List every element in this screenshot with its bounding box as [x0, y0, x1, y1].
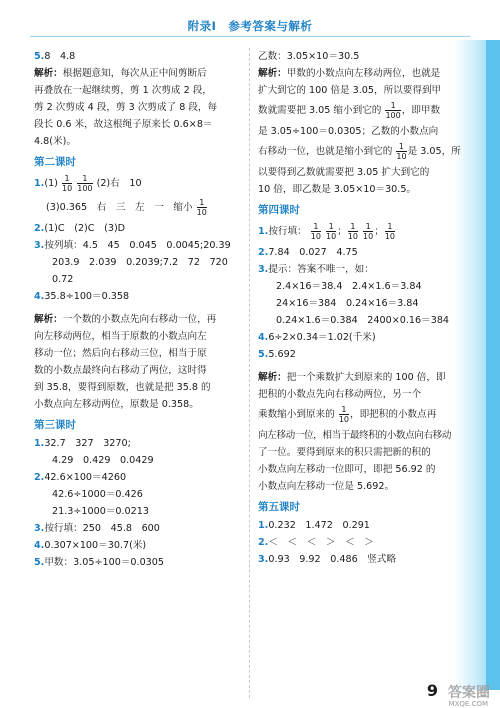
fraction: $\frac{1}{10}$: [338, 404, 349, 424]
analysis-line: 再叠放在一起继续剪，剪 1 次剪成 2 段，: [34, 85, 212, 96]
answer-3-line: 0.72: [52, 274, 74, 285]
analysis-line: 乘数缩小到原来的 $\frac{1}{10}$ ，即把积的小数点再: [258, 404, 437, 424]
analysis-line: 是 3.05÷100＝0.0305；乙数的小数点向: [258, 126, 439, 137]
answer-2: 2.(1)C (2)C (3)D: [34, 223, 126, 234]
answer-2: 2.42.6×100＝4260: [34, 472, 127, 483]
analysis-line: 解析：甲数的小数点向左移动两位，也就是: [258, 68, 441, 79]
analysis-line: 解析：一个数的小数点先向右移动一位，再: [34, 314, 217, 325]
right-column: [258, 48, 461, 568]
analysis-line: 向左移动一位，相当于最终积的小数点向右移动: [258, 430, 452, 441]
analysis-line: 移动一位；然后向右移动三位，相当于原: [34, 348, 207, 359]
answer-1-3: (3)0.365 右 三 左 一 缩小 $\frac{1}{10}$: [46, 197, 207, 217]
column-divider: [249, 48, 250, 698]
answer-3-line: 2.4×16＝38.4 2.4×1.6＝3.84: [276, 281, 422, 292]
fraction: $\frac{1}{10}$: [363, 221, 374, 241]
answer-5: 5.甲数：3.05÷100＝0.0305: [34, 557, 164, 568]
analysis-line: 解析：把一个乘数扩大到原来的 100 倍，即: [258, 372, 446, 383]
fraction: $\frac{1}{10}$: [396, 141, 407, 161]
analysis-line: 向左移动两位，相当于原数的小数点向左: [34, 331, 207, 342]
side-stripe: [486, 40, 500, 690]
analysis-line: 数的小数点最终向右移动了两位，这时得: [34, 365, 207, 376]
analysis-line: 右移动一位，也就是缩小到它的 $\frac{1}{10}$ 是 3.05，所: [258, 141, 461, 161]
analysis-line: 10 倍，即乙数是 3.05×10＝30.5。: [258, 184, 417, 195]
answer-3-line: 203.9 2.039 0.2039;7.2 72 720: [52, 257, 228, 268]
answer-2-line: 42.6÷1000＝0.426: [52, 489, 143, 500]
answer-4: 4.35.8÷100＝0.358: [34, 291, 130, 302]
watermark-url: MXQE.COM: [448, 700, 488, 708]
analysis-line: 扩大到它的 100 倍是 3.05，所以要得到甲: [258, 85, 442, 96]
page-number: 9: [426, 681, 438, 700]
fraction: $\frac{1}{10}$: [326, 221, 337, 241]
section-title-4: 第四课时: [258, 204, 300, 216]
fraction: $\frac{1}{100}$: [77, 173, 93, 193]
answer-4: 4.6÷2×0.34＝1.02(千米): [258, 332, 376, 343]
fraction: $\frac{1}{10}$: [61, 173, 73, 193]
answer-2: 2.＜ ＜ ＜ ＞ ＜ ＞: [258, 537, 374, 548]
answer-4: 4.0.307×100＝30.7(米): [34, 540, 147, 551]
answer-1: 1.按行填： $\frac{1}{10}$ $\frac{1}{10}$ ； $\frac{1}{10}$ $\frac{1}{10}$ ； $\frac{1}{10}$: [258, 221, 396, 241]
answer-1: 1.0.232 1.472 0.291: [258, 520, 370, 531]
answer-3-line: 24×16＝384 0.24×16＝3.84: [276, 298, 419, 309]
answer-2-line: 21.3÷1000＝0.0213: [52, 506, 149, 517]
section-title-2: 第二课时: [34, 156, 76, 168]
analysis-line: 解析：根据题意知，每次从正中间剪断后: [34, 68, 207, 79]
fraction: $\frac{1}{10}$: [384, 221, 396, 241]
fraction: $\frac{1}{10}$: [196, 197, 207, 217]
answer-3: 3.提示：答案不唯一，如：: [258, 264, 374, 275]
answer-2: 2.7.84 0.027 4.75: [258, 247, 358, 258]
answer-1: 1.32.7 327 3270;: [34, 438, 131, 449]
analysis-line: 了一位。要得到原来的积只需把新的积的: [258, 447, 431, 458]
analysis-line: 把积的小数点先向右移动两位，另一个: [258, 389, 422, 400]
analysis-line: 段长 0.6 米，故这根绳子原来长 0.6×8＝: [34, 119, 213, 130]
header-rule: [30, 36, 470, 37]
fraction: $\frac{1}{10}$: [310, 221, 321, 241]
analysis-line: 到 35.8，要得到原数，也就是把 35.8 的: [34, 382, 211, 393]
answer-line: 乙数：3.05×10＝30.5: [258, 51, 360, 62]
watermark-logo: 答案圈: [448, 685, 490, 701]
fraction: $\frac{1}{100}$: [385, 100, 401, 120]
analysis-line: 4.8(米)。: [34, 136, 76, 147]
analysis-line: 小数点向左移动一位是 5.692。: [258, 481, 395, 492]
analysis-line: 数就需要把 3.05 缩小到它的 $\frac{1}{100}$ ，即甲数: [258, 100, 441, 120]
answer-5: 5.5.692: [258, 349, 296, 360]
left-column: [34, 48, 242, 571]
answer-3: 3.按列填：4.5 45 0.045 0.0045;20.39: [34, 240, 231, 251]
fraction: $\frac{1}{10}$: [347, 221, 358, 241]
answer-1: 1.(1) $\frac{1}{10}$ $\frac{1}{100}$ (2)右 10: [34, 173, 142, 193]
page-header: 附录Ⅰ 参考答案与解析: [187, 19, 313, 33]
analysis-line: 以要得到乙数就需要把 3.05 扩大到它的: [258, 167, 430, 178]
analysis-line: 小数点向左移动一位即可，即把 56.92 的: [258, 464, 436, 475]
analysis-line: 小数点向左移动两位，原数是 0.358。: [34, 399, 199, 410]
section-title-5: 第五课时: [258, 501, 300, 513]
analysis-line: 剪 2 次剪成 4 段，剪 3 次剪成了 8 段，每: [34, 102, 218, 113]
answer-5: 5.8 4.8: [34, 51, 76, 62]
answer-3: 3.按行填：250 45.8 600: [34, 523, 160, 534]
answer-1-line: 4.29 0.429 0.0429: [52, 455, 154, 466]
answer-3: 3.0.93 9.92 0.486 竖式略: [258, 554, 397, 565]
section-title-3: 第三课时: [34, 419, 76, 431]
answer-3-line: 0.24×1.6＝0.384 2400×0.16＝384: [276, 315, 450, 326]
